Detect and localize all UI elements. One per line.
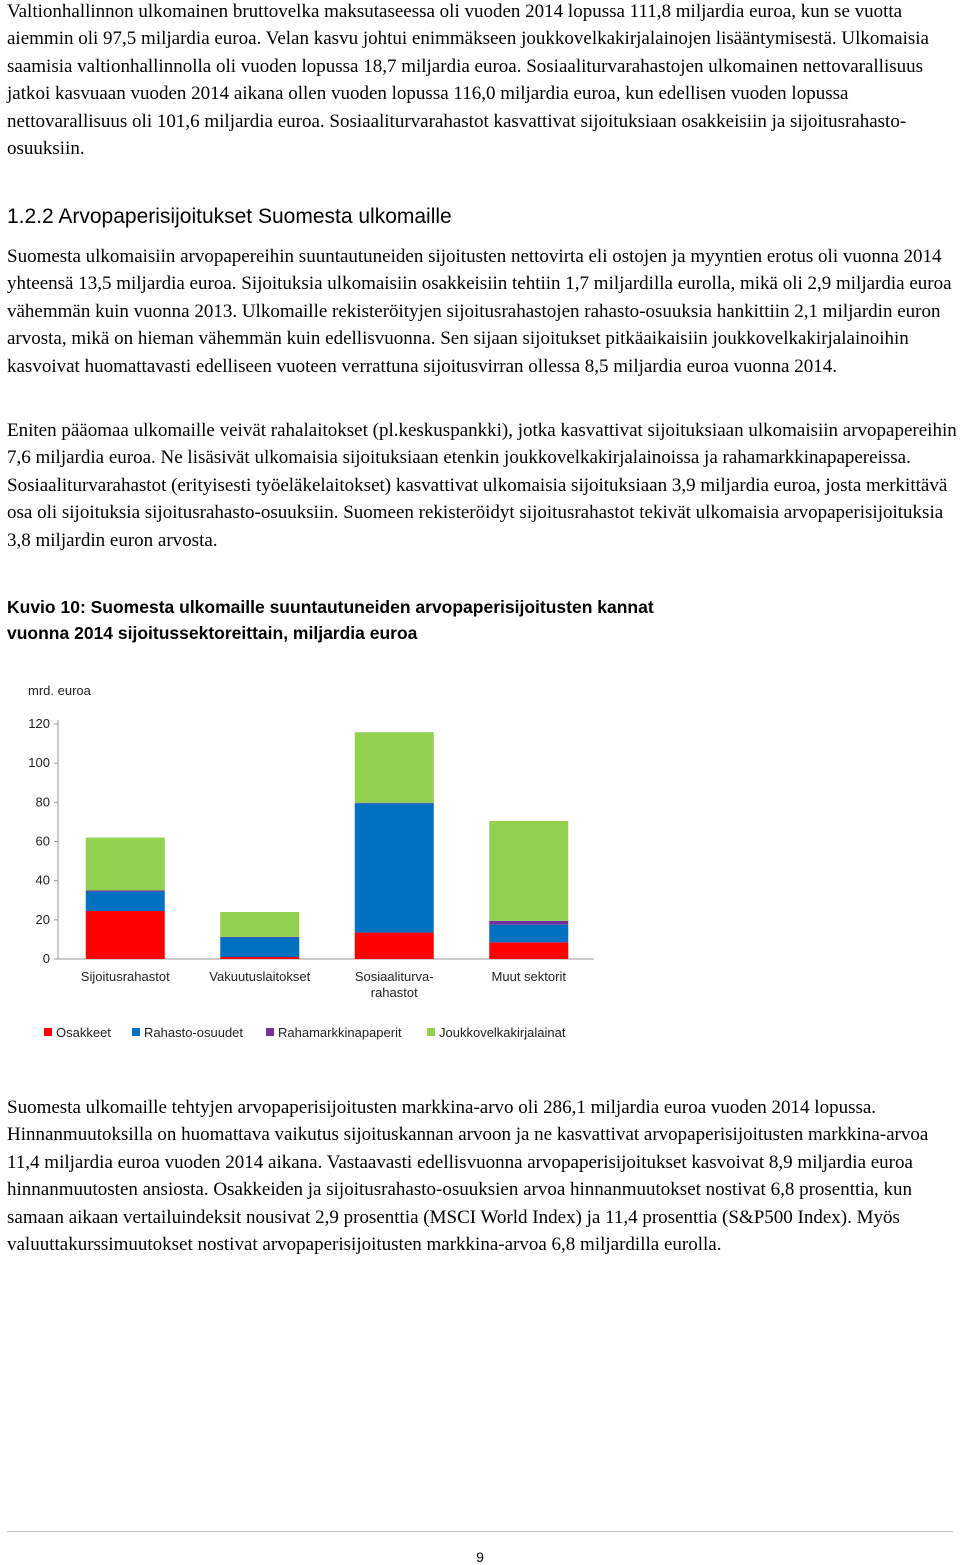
bars <box>86 732 569 959</box>
legend <box>44 1025 566 1040</box>
bar-segment-rahamarkkinapaperit <box>355 803 434 804</box>
legend-swatch <box>44 1028 52 1036</box>
bar-segment-joukkovelkakirjalainat <box>355 732 434 803</box>
x-tick-label: rahastot <box>370 985 418 1000</box>
x-axis-labels <box>81 969 567 1000</box>
legend-label: Rahasto-osuudet <box>144 1025 244 1040</box>
legend-label: Osakkeet <box>56 1025 111 1040</box>
y-tick-label: 120 <box>28 716 50 731</box>
bar-segment-osakkeet <box>220 957 299 959</box>
y-axis-label: mrd. euroa <box>28 683 91 698</box>
bar-segment-joukkovelkakirjalainat <box>86 838 165 891</box>
paragraph-investment-flows: Suomesta ulkomaisiin arvopapereihin suuntautuneiden sijoitusten nettovirta eli ostojen ja myyntien erotus oli vuonna 2014 yhteensä 13,5 miljardia euroa. Sijoituksia ulkomaisiin osakkeisiin tehtiin 1,7 miljardilla eurolla, mikä oli 2,9 miljardia euroa vähemmän kuin vuonna 2013. Ulkomaille rekisteröityjen sijoitusrahastojen rahasto-osuuksia hankittiin 2,1 miljardin euron arvosta, mikä on hieman vähemmän kuin edellisvuonna. Sen sijaan sijoitukset pitkäaikaisiin joukkovelkakirjalainoihin kasvoivat huomattavasti edelliseen vuoteen verrattuna sijoitusvirran ollessa 8,5 miljardia euroa vuonna 2014. <box>7 246 952 377</box>
paragraph-public-sector-debt: Valtionhallinnon ulkomainen bruttovelka maksutaseessa oli vuoden 2014 lopussa 111,8 miljardia euroa, kun se vuotta aiemmin oli 97,5 miljardia euroa. Velan kasvu johtui enimmäkseen joukkovelkakirjalainojen lisääntymisestä. Ulkomaisia saamisia valtionhallinnolla oli vuoden lopussa 18,7 miljardia euroa. Sosiaaliturvarahastojen ulkomainen nettovarallisuus jatkoi kasvuaan vuoden 2014 aikana ollen vuoden lopussa 116,0 miljardia euroa, kun edellisen vuoden lopussa nettovarallisuus oli 101,6 miljardia euroa. Sosiaaliturvarahastot kasvattivat sijoituksiaan osakkeisiin ja sijoitusrahasto-osuuksiin. <box>7 1 929 160</box>
y-tick-label: 60 <box>35 833 50 849</box>
footer-divider <box>7 1531 953 1532</box>
bar-segment-rahamarkkinapaperit <box>489 921 568 925</box>
bar-segment-osakkeet <box>86 911 165 959</box>
x-tick-label: Sijoitusrahastot <box>80 969 170 984</box>
section-heading: 1.2.2 Arvopaperisijoitukset Suomesta ulkomaille <box>7 205 452 228</box>
bar-segment-rahamarkkinapaperit <box>86 890 165 891</box>
legend-label: Rahamarkkinapaperit <box>278 1025 402 1040</box>
x-tick-label: Muut sektorit <box>491 969 566 984</box>
y-tick-label: 80 <box>35 794 50 810</box>
page-number: 9 <box>476 1549 484 1565</box>
legend-swatch <box>427 1028 435 1036</box>
y-tick-label: 40 <box>35 872 50 888</box>
x-tick-label: Sosiaaliturva- <box>354 969 434 984</box>
legend-swatch <box>266 1028 274 1036</box>
y-tick-label: 100 <box>28 755 50 771</box>
figure-title: Kuvio 10: Suomesta ulkomaille suuntautuneiden arvopaperisijoitusten kannat vuonna 2014 sijoitussektoreittain, miljardia euroa <box>7 597 654 643</box>
paragraph-sector-capital: Eniten pääomaa ulkomaille veivät rahalaitokset (pl.keskuspankki), jotka kasvattivat sijoituksiaan ulkomaisiin arvopapereihin 7,6 miljardia euroa. Ne lisäsivät ulkomaisia sijoituksiaan etenkin joukkovelkakirjalainoissa ja rahamarkkinapapereissa. Sosiaaliturvarahastot (erityisesti työeläkelaitokset) kasvattivat ulkomaisia sijoituksiaan 3,9 miljardia euroa, josta merkittävä osa oli sijoituksia sijoitusrahasto-osuuksiin. Suomeen rekisteröidyt sijoitusrahastot tekivät ulkomaisia arvopaperisijoituksia 3,8 miljardin euron arvosta. <box>7 420 957 551</box>
bar-segment-rahasto-osuudet <box>220 937 299 957</box>
bar-segment-osakkeet <box>355 933 434 959</box>
bar-segment-rahasto-osuudet <box>86 891 165 911</box>
bar-segment-rahasto-osuudet <box>489 925 568 943</box>
stacked-bar-chart <box>14 680 594 1050</box>
bar-segment-joukkovelkakirjalainat <box>220 912 299 937</box>
bar-segment-rahasto-osuudet <box>355 803 434 932</box>
bar-segment-osakkeet <box>489 942 568 959</box>
bar-segment-rahamarkkinapaperit <box>220 937 299 938</box>
paragraph-market-value: Suomesta ulkomaille tehtyjen arvopaperisijoitusten markkina-arvo oli 286,1 miljardia euroa vuoden 2014 lopussa. Hinnanmuutoksilla on huomattava vaikutus sijoituskannan arvoon ja ne kasvattivat arvopaperisijoitusten markkina-arvoa 11,4 miljardia euroa vuoden 2014 aikana. Vastaavasti edellisvuonna arvopaperisijoitukset kasvoivat 8,9 miljardia euroa hinnanmuutosten ansiosta. Osakkeiden ja sijoitusrahasto-osuuksien arvoa hinnanmuutokset nostivat 6,8 prosenttia, kun samaan aikaan vertailuindeksit nousivat 2,9 prosenttia (MSCI World Index) ja 11,4 prosenttia (S&P500 Index). Myös valuuttakurssimuutokset nostivat arvopaperisijoitusten markkina-arvoa 6,8 miljardilla eurolla. <box>7 1097 929 1256</box>
legend-swatch <box>132 1028 140 1036</box>
legend-label: Joukkovelkakirjalainat <box>439 1025 566 1040</box>
y-tick-label: 0 <box>42 951 50 966</box>
bar-segment-joukkovelkakirjalainat <box>489 821 568 921</box>
x-tick-label: Vakuutuslaitokset <box>209 969 311 984</box>
y-tick-label: 20 <box>35 911 50 927</box>
